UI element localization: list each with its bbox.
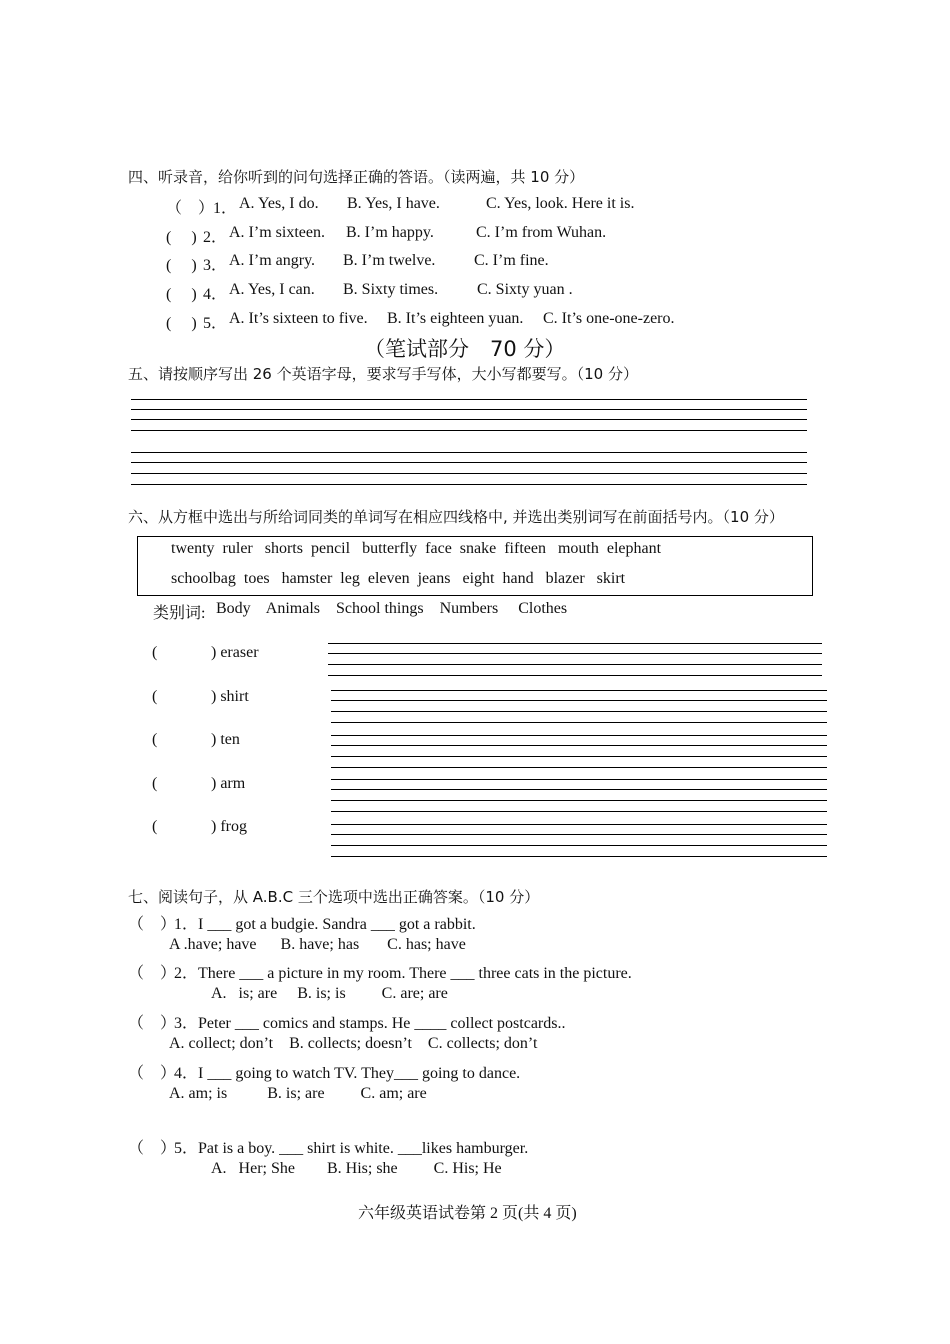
- category-paren[interactable]: (: [152, 688, 158, 705]
- question-text: 3．Peter ___ comics and stamps. He ____ collect postcards..: [174, 1015, 566, 1032]
- section7-heading: 七、阅读句子，从 A.B.C 三个选项中选出正确答案。（10 分）: [128, 888, 540, 906]
- answer-paren[interactable]: （ ）: [128, 1015, 177, 1032]
- item-number: 2．: [203, 229, 228, 246]
- given-word: ) eraser: [211, 644, 259, 661]
- option-c: C. I’m fine.: [474, 252, 549, 269]
- answer-paren[interactable]: （ ）: [166, 200, 215, 217]
- answer-paren[interactable]: ( ): [166, 286, 197, 303]
- question-text: 5．Pat is a boy. ___ shirt is white. ___likes hamburger.: [174, 1140, 529, 1157]
- option-a: A. I’m sixteen.: [229, 224, 325, 241]
- word-box-row: schoolbag toes hamster leg eleven jeans eight hand blazer skirt: [171, 570, 626, 587]
- four-line-grid[interactable]: [331, 824, 827, 858]
- option-a: A. Yes, I do.: [239, 195, 319, 212]
- answer-options: A. am; is B. is; are C. am; are: [169, 1085, 427, 1102]
- answer-paren[interactable]: ( ): [166, 315, 197, 332]
- four-line-grid[interactable]: [331, 690, 827, 724]
- four-line-grid[interactable]: [331, 735, 827, 769]
- section6-heading: 六、从方框中选出与所给词同类的单词写在相应四线格中, 并选出类别词写在前面括号内。（10 分）: [128, 508, 784, 526]
- answer-paren[interactable]: （ ）: [128, 1140, 177, 1157]
- option-a: A. I’m angry.: [229, 252, 316, 269]
- item-number: 3．: [203, 257, 228, 274]
- given-word: ) frog: [211, 818, 247, 835]
- answer-paren[interactable]: （ ）: [128, 965, 177, 982]
- given-word: ) arm: [211, 775, 246, 792]
- item-number: 4．: [203, 286, 228, 303]
- category-paren[interactable]: (: [152, 818, 158, 835]
- item-number: 1．: [213, 200, 238, 217]
- answer-paren[interactable]: （ ）: [128, 1065, 177, 1082]
- four-line-grid[interactable]: [331, 779, 827, 813]
- category-label: 类别词:: [153, 605, 206, 622]
- answer-paren[interactable]: ( ): [166, 257, 197, 274]
- written-part-title: （笔试部分 70 分）: [364, 337, 566, 361]
- question-text: 4．I ___ going to watch TV. They___ going to dance.: [174, 1065, 521, 1082]
- category-paren[interactable]: (: [152, 775, 158, 792]
- given-word: ) ten: [211, 731, 240, 748]
- option-b: B. Sixty times.: [343, 281, 439, 298]
- section4-heading: 四、听录音，给你听到的问句选择正确的答语。（读两遍，共 10 分）: [128, 168, 585, 186]
- question-text: 1．I ___ got a budgie. Sandra ___ got a rabbit.: [174, 916, 476, 933]
- option-b: B. I’m twelve.: [343, 252, 436, 269]
- section5-heading: 五、请按顺序写出 26 个英语字母，要求写手写体，大小写都要写。（10 分）: [128, 365, 638, 383]
- option-c: C. Yes, look. Here it is.: [486, 195, 635, 212]
- option-b: B. I’m happy.: [346, 224, 434, 241]
- answer-options: A. collect; don’t B. collects; doesn’t C. collects; don’t: [169, 1035, 538, 1052]
- answer-paren[interactable]: ( ): [166, 229, 197, 246]
- page-footer: 六年级英语试卷第 2 页(共 4 页): [358, 1205, 577, 1222]
- option-c: C. It’s one-one-zero.: [543, 310, 675, 327]
- option-c: C. Sixty yuan .: [477, 281, 573, 298]
- four-line-grid[interactable]: [131, 399, 807, 435]
- option-b: B. It’s eighteen yuan.: [387, 310, 524, 327]
- word-box-row: twenty ruler shorts pencil butterfly face snake fifteen mouth elephant: [171, 540, 662, 557]
- category-paren[interactable]: (: [152, 644, 158, 661]
- answer-options: A. Her; She B. His; she C. His; He: [211, 1160, 502, 1177]
- four-line-grid[interactable]: [328, 643, 822, 677]
- category-paren[interactable]: (: [152, 731, 158, 748]
- option-b: B. Yes, I have.: [347, 195, 440, 212]
- answer-options: A .have; have B. have; has C. has; have: [169, 936, 466, 953]
- option-a: A. Yes, I can.: [229, 281, 315, 298]
- option-c: C. I’m from Wuhan.: [476, 224, 607, 241]
- category-list: Body Animals School things Numbers Clothes: [216, 600, 568, 617]
- answer-options: A. is; are B. is; is C. are; are: [211, 985, 448, 1002]
- question-text: 2．There ___ a picture in my room. There ___ three cats in the picture.: [174, 965, 632, 982]
- item-number: 5．: [203, 315, 228, 332]
- option-a: A. It’s sixteen to five.: [229, 310, 368, 327]
- answer-paren[interactable]: （ ）: [128, 916, 177, 933]
- four-line-grid[interactable]: [131, 452, 807, 488]
- given-word: ) shirt: [211, 688, 249, 705]
